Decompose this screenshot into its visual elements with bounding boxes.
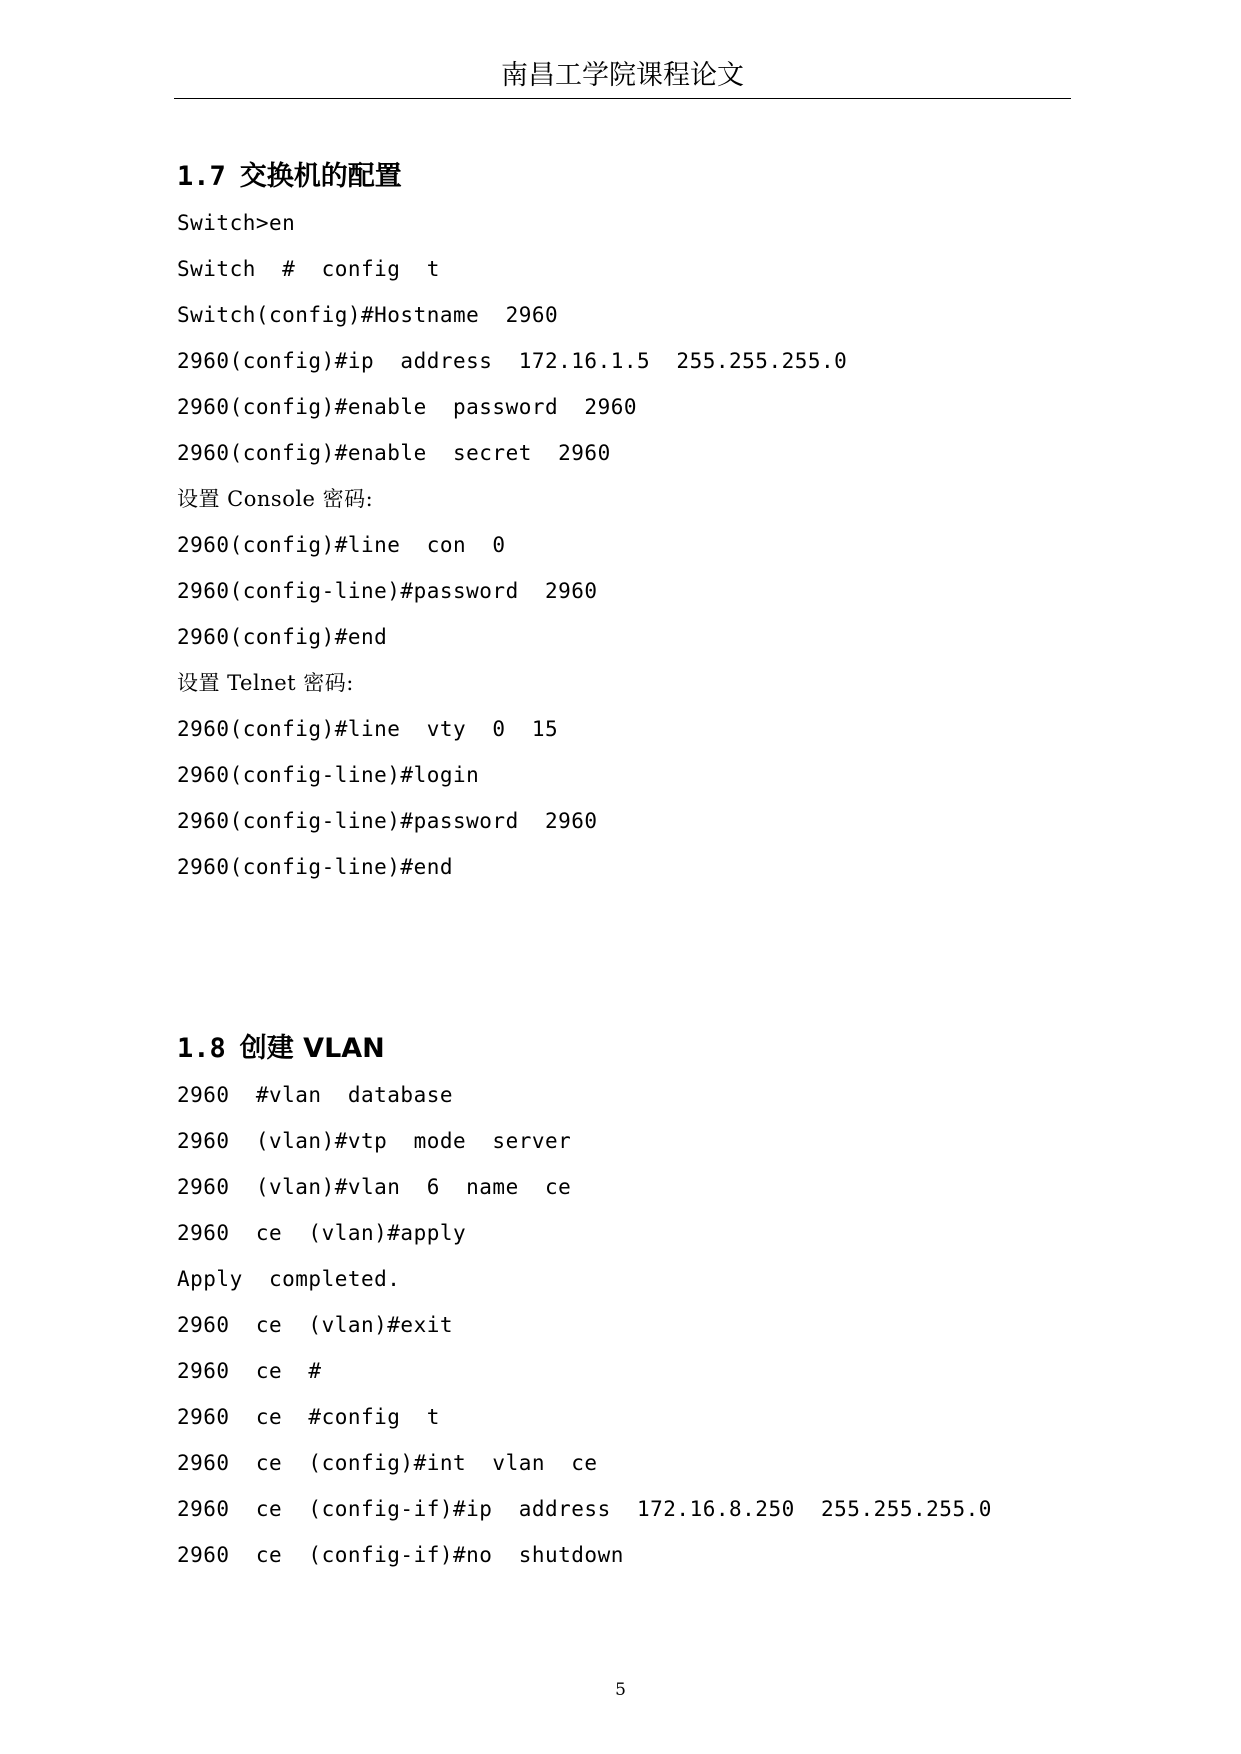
page-number: 5 bbox=[615, 1680, 626, 1700]
page-header: 南昌工学院课程论文 bbox=[174, 56, 1071, 99]
config-line: 2960 #vlan database bbox=[177, 1083, 454, 1107]
config-line: 2960 ce (vlan)#exit bbox=[177, 1313, 454, 1337]
config-line: 2960(config)#end bbox=[177, 625, 388, 649]
section-heading-text: 交换机的配置 bbox=[239, 161, 402, 192]
config-line: 2960(config)#enable password 2960 bbox=[177, 395, 638, 419]
config-line: 2960(config)#enable secret 2960 bbox=[177, 441, 611, 465]
config-line: 2960 ce # bbox=[177, 1359, 322, 1383]
config-line: 2960(config)#line vty 0 15 bbox=[177, 717, 559, 741]
section-number: 1.7 bbox=[177, 161, 226, 192]
config-line: 2960 ce (vlan)#apply bbox=[177, 1221, 467, 1245]
config-line: 2960(config-line)#password 2960 bbox=[177, 579, 598, 603]
config-line: 2960(config)#ip address 172.16.1.5 255.255.255.0 bbox=[177, 349, 848, 373]
config-line: Apply completed. bbox=[177, 1267, 401, 1291]
section-1-8 bbox=[177, 1026, 1077, 1578]
config-line: Switch # config t bbox=[177, 257, 440, 281]
section-title bbox=[177, 1026, 1077, 1072]
section-1-7 bbox=[177, 154, 1077, 890]
section-title bbox=[177, 154, 1077, 200]
config-line: 2960 ce #config t bbox=[177, 1405, 440, 1429]
config-line: 2960(config)#line con 0 bbox=[177, 533, 506, 557]
config-line: 2960 (vlan)#vlan 6 name ce bbox=[177, 1175, 572, 1199]
config-line: 2960 ce (config)#int vlan ce bbox=[177, 1451, 598, 1475]
config-line: 2960(config-line)#password 2960 bbox=[177, 809, 598, 833]
config-line: Switch>en bbox=[177, 211, 296, 235]
config-line: Switch(config)#Hostname 2960 bbox=[177, 303, 559, 327]
config-line: 2960 ce (config-if)#no shutdown bbox=[177, 1543, 624, 1567]
config-note: 设置 Telnet 密码: bbox=[177, 671, 354, 695]
config-line: 2960 ce (config-if)#ip address 172.16.8.250 255.255.255.0 bbox=[177, 1497, 992, 1521]
config-line: 2960 (vlan)#vtp mode server bbox=[177, 1129, 572, 1153]
section-heading-text: 创建 VLAN bbox=[239, 1033, 385, 1064]
section-number: 1.8 bbox=[177, 1033, 226, 1064]
config-note: 设置 Console 密码: bbox=[177, 487, 374, 511]
config-line: 2960(config-line)#login bbox=[177, 763, 480, 787]
config-line: 2960(config-line)#end bbox=[177, 855, 454, 879]
